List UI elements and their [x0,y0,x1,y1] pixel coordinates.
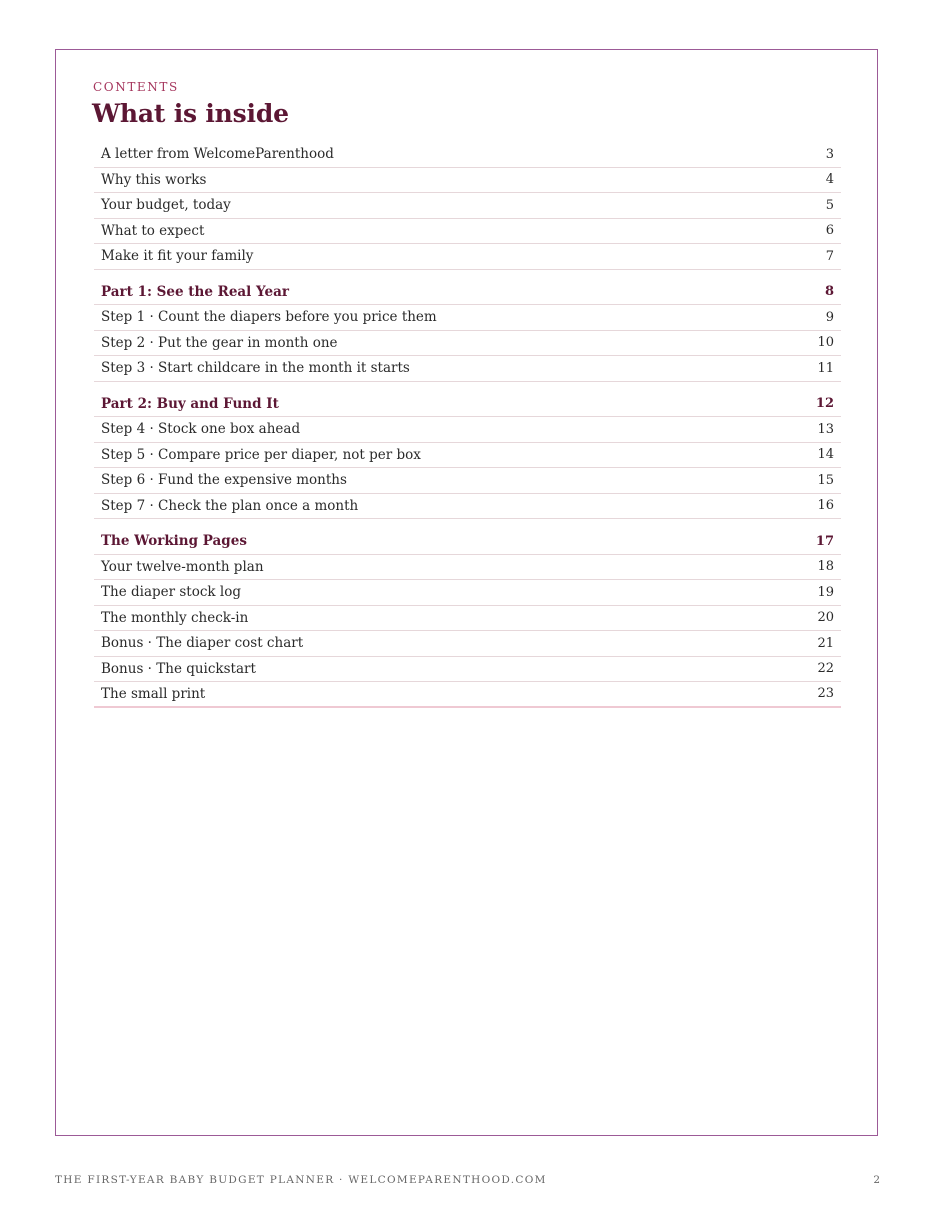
toc-entry-row[interactable] [94,631,841,657]
toc-entry-row[interactable] [94,417,841,443]
toc-page-number: 12 [815,396,834,412]
toc-entry-row[interactable] [94,142,841,168]
footer-title: THE FIRST-YEAR BABY BUDGET PLANNER · WELCOMEPARENTHOOD.COM [55,1174,547,1186]
toc-page-number: 20 [817,610,834,626]
toc-entry-label: Step 4 · Stock one box ahead [101,421,301,438]
toc-entry-label: Step 5 · Compare price per diaper, not per box [101,446,421,463]
toc-page-number: 18 [817,559,834,575]
toc-page-number: 4 [825,172,834,188]
toc-entry-row[interactable] [94,356,841,382]
toc-page-number: 21 [817,635,834,651]
toc-entry-label: Step 3 · Start childcare in the month it starts [101,360,410,377]
toc-entry-label: Bonus · The quickstart [101,660,256,677]
toc-entry-label: Make it fit your family [101,248,254,265]
toc-entry-row[interactable] [94,244,841,270]
toc-entry-row[interactable] [94,494,841,520]
toc-page-number: 8 [824,284,834,300]
toc-entry-label: The diaper stock log [101,584,241,601]
toc-entry-label: Step 6 · Fund the expensive months [101,472,347,489]
toc-entry-row[interactable] [94,305,841,331]
contents-eyebrow: CONTENTS [93,80,179,94]
toc-section-row[interactable] [94,529,841,555]
toc-section-row[interactable] [94,280,841,306]
toc-page-number: 19 [817,584,834,600]
toc-entry-row[interactable] [94,682,841,708]
toc-page-number: 7 [825,248,834,264]
toc-entry-label: The small print [101,685,206,702]
toc-entry-row[interactable] [94,443,841,469]
toc-page-number: 5 [825,197,834,213]
toc-page-number: 3 [825,146,834,162]
toc-entry-row[interactable] [94,331,841,357]
toc-entry-row[interactable] [94,168,841,194]
table-of-contents [94,142,841,708]
toc-page-number: 16 [817,498,834,514]
toc-entry-row[interactable] [94,555,841,581]
toc-entry-row[interactable] [94,606,841,632]
toc-entry-row[interactable] [94,193,841,219]
toc-page-number: 14 [817,447,834,463]
toc-entry-row[interactable] [94,580,841,606]
toc-page-number: 15 [817,472,834,488]
toc-section-label: Part 2: Buy and Fund It [101,395,279,412]
toc-page-number: 13 [817,421,834,437]
page-title: What is inside [92,99,289,128]
toc-entry-label: Your twelve-month plan [101,558,264,575]
toc-page-number: 22 [817,661,834,677]
toc-entry-label: Why this works [101,171,207,188]
toc-section-label: The Working Pages [101,533,247,550]
footer-page-number: 2 [873,1174,880,1186]
toc-section-row[interactable] [94,392,841,418]
toc-entry-row[interactable] [94,219,841,245]
toc-page-number: 23 [817,686,834,702]
toc-entry-label: Step 1 · Count the diapers before you price them [101,309,437,326]
toc-entry-label: What to expect [101,222,205,239]
toc-page-number: 11 [817,360,834,376]
toc-entry-label: The monthly check-in [101,609,249,626]
toc-entry-row[interactable] [94,468,841,494]
toc-entry-label: Your budget, today [101,197,231,214]
toc-page-number: 10 [817,335,834,351]
toc-entry-row[interactable] [94,657,841,683]
toc-entry-label: Step 2 · Put the gear in month one [101,334,338,351]
toc-page-number: 17 [815,533,834,549]
toc-section-label: Part 1: See the Real Year [101,283,289,300]
toc-page-number: 9 [825,309,834,325]
toc-entry-label: Bonus · The diaper cost chart [101,635,304,652]
toc-entry-label: A letter from WelcomeParenthood [101,146,334,163]
toc-entry-label: Step 7 · Check the plan once a month [101,497,359,514]
toc-page-number: 6 [825,223,834,239]
